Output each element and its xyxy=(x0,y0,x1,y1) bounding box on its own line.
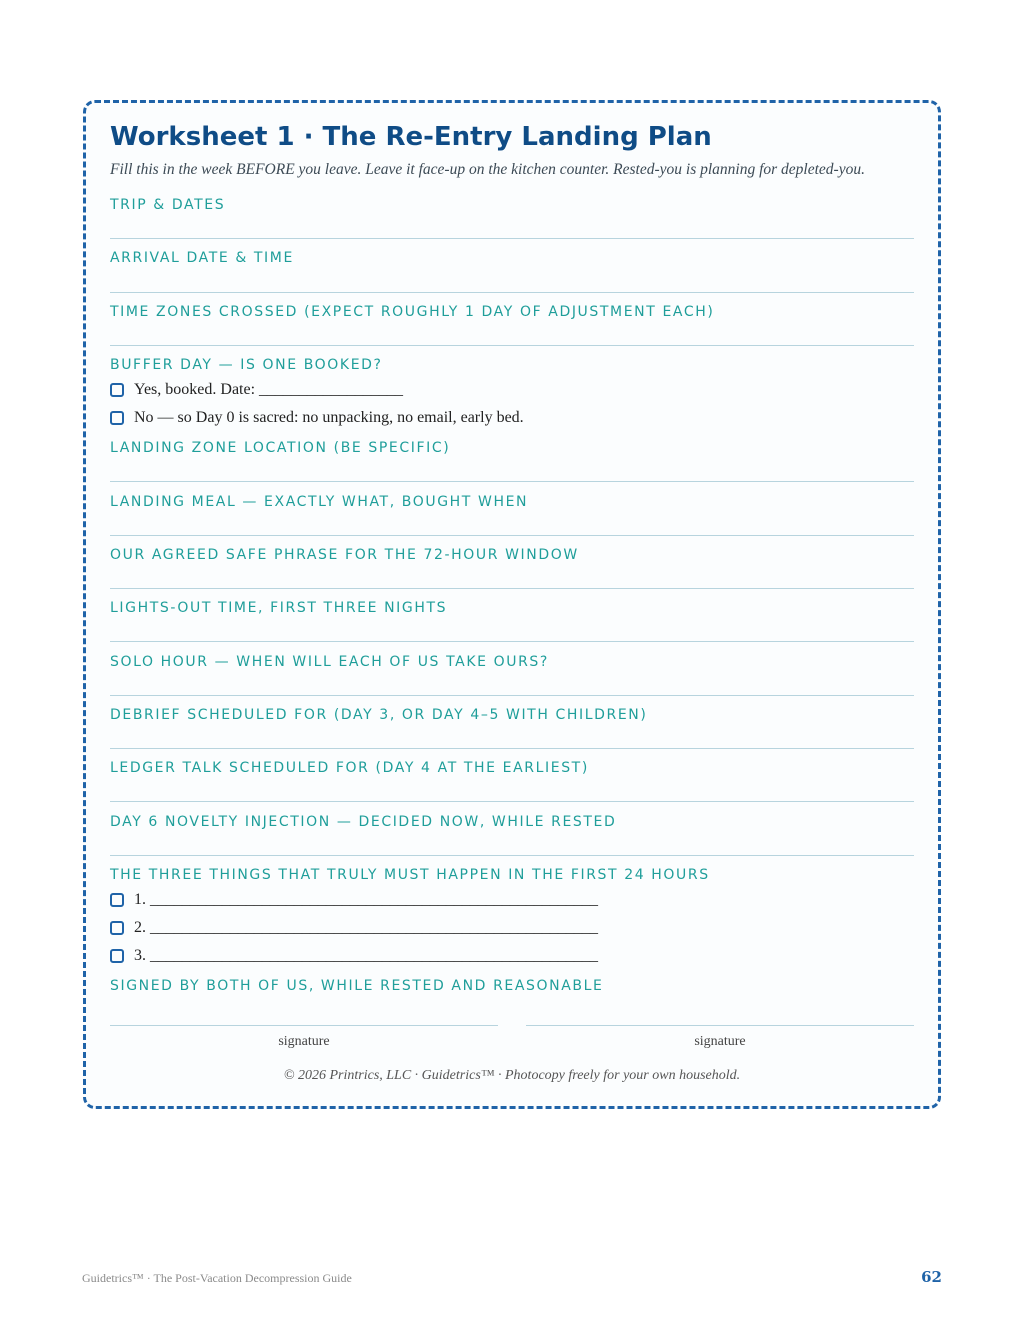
field-line-trip-dates[interactable] xyxy=(110,238,914,239)
checkbox-icon[interactable] xyxy=(110,893,124,907)
field-label-arrival: ARRIVAL DATE & TIME xyxy=(110,250,294,266)
signature-line-2[interactable] xyxy=(526,1025,914,1026)
field-label-signed: SIGNED BY BOTH OF US, WHILE RESTED AND REASONABLE xyxy=(110,978,604,994)
checkbox-icon[interactable] xyxy=(110,411,124,425)
checkbox-label: Yes, booked. Date: __________________ xyxy=(134,381,404,398)
signature-label-2: signature xyxy=(694,1034,746,1049)
field-line-landing-meal[interactable] xyxy=(110,535,914,536)
field-line-solo-hour[interactable] xyxy=(110,695,914,696)
field-line-ledger[interactable] xyxy=(110,801,914,802)
field-label-lights-out: LIGHTS-OUT TIME, FIRST THREE NIGHTS xyxy=(110,600,448,616)
running-footer: Guidetrics™ · The Post-Vacation Decompression Guide xyxy=(82,1271,352,1285)
field-line-novelty[interactable] xyxy=(110,855,914,856)
field-line-time-zones[interactable] xyxy=(110,345,914,346)
checkbox-buffer-no[interactable] xyxy=(110,408,524,428)
checkbox-label: 1. ________________________________________________________ xyxy=(134,891,598,908)
field-label-debrief: DEBRIEF SCHEDULED FOR (DAY 3, OR DAY 4–5 WITH CHILDREN) xyxy=(110,707,648,723)
checkbox-must-1[interactable] xyxy=(110,890,598,910)
field-label-three-things: THE THREE THINGS THAT TRULY MUST HAPPEN IN THE FIRST 24 HOURS xyxy=(110,867,710,883)
checkbox-icon[interactable] xyxy=(110,949,124,963)
field-label-ledger: LEDGER TALK SCHEDULED FOR (DAY 4 AT THE EARLIEST) xyxy=(110,760,589,776)
field-label-landing-meal: LANDING MEAL — EXACTLY WHAT, BOUGHT WHEN xyxy=(110,494,529,510)
copyright-notice: © 2026 Printrics, LLC · Guidetrics™ · Photocopy freely for your own household. xyxy=(283,1068,741,1083)
checkbox-label: No — so Day 0 is sacred: no unpacking, no email, early bed. xyxy=(134,409,524,426)
field-line-safe-phrase[interactable] xyxy=(110,588,914,589)
signature-label-1: signature xyxy=(278,1034,330,1049)
checkbox-must-2[interactable] xyxy=(110,918,598,938)
checkbox-label: 3. ________________________________________________________ xyxy=(134,947,598,964)
field-label-landing-zone: LANDING ZONE LOCATION (BE SPECIFIC) xyxy=(110,440,451,456)
field-line-landing-zone[interactable] xyxy=(110,481,914,482)
field-line-lights-out[interactable] xyxy=(110,641,914,642)
checkbox-label: 2. ________________________________________________________ xyxy=(134,919,598,936)
signature-line-1[interactable] xyxy=(110,1025,498,1026)
field-line-arrival[interactable] xyxy=(110,292,914,293)
checkbox-icon[interactable] xyxy=(110,921,124,935)
field-line-debrief[interactable] xyxy=(110,748,914,749)
worksheet-instructions: Fill this in the week BEFORE you leave. Leave it face-up on the kitchen counter. Rested-you is planning for depleted-you. xyxy=(110,161,865,178)
field-label-safe-phrase: OUR AGREED SAFE PHRASE FOR THE 72-HOUR WINDOW xyxy=(110,547,579,563)
field-label-novelty: DAY 6 NOVELTY INJECTION — DECIDED NOW, WHILE RESTED xyxy=(110,814,617,830)
field-label-solo-hour: SOLO HOUR — WHEN WILL EACH OF US TAKE OURS? xyxy=(110,654,549,670)
checkbox-buffer-yes[interactable] xyxy=(110,380,403,400)
field-label-time-zones: TIME ZONES CROSSED (EXPECT ROUGHLY 1 DAY OF ADJUSTMENT EACH) xyxy=(110,304,715,320)
worksheet-title: Worksheet 1 · The Re-Entry Landing Plan xyxy=(110,122,712,152)
checkbox-must-3[interactable] xyxy=(110,946,598,966)
checkbox-icon[interactable] xyxy=(110,383,124,397)
field-label-buffer-day: BUFFER DAY — IS ONE BOOKED? xyxy=(110,357,383,373)
field-label-trip-dates: TRIP & DATES xyxy=(110,197,226,213)
page-number: 62 xyxy=(921,1268,942,1286)
